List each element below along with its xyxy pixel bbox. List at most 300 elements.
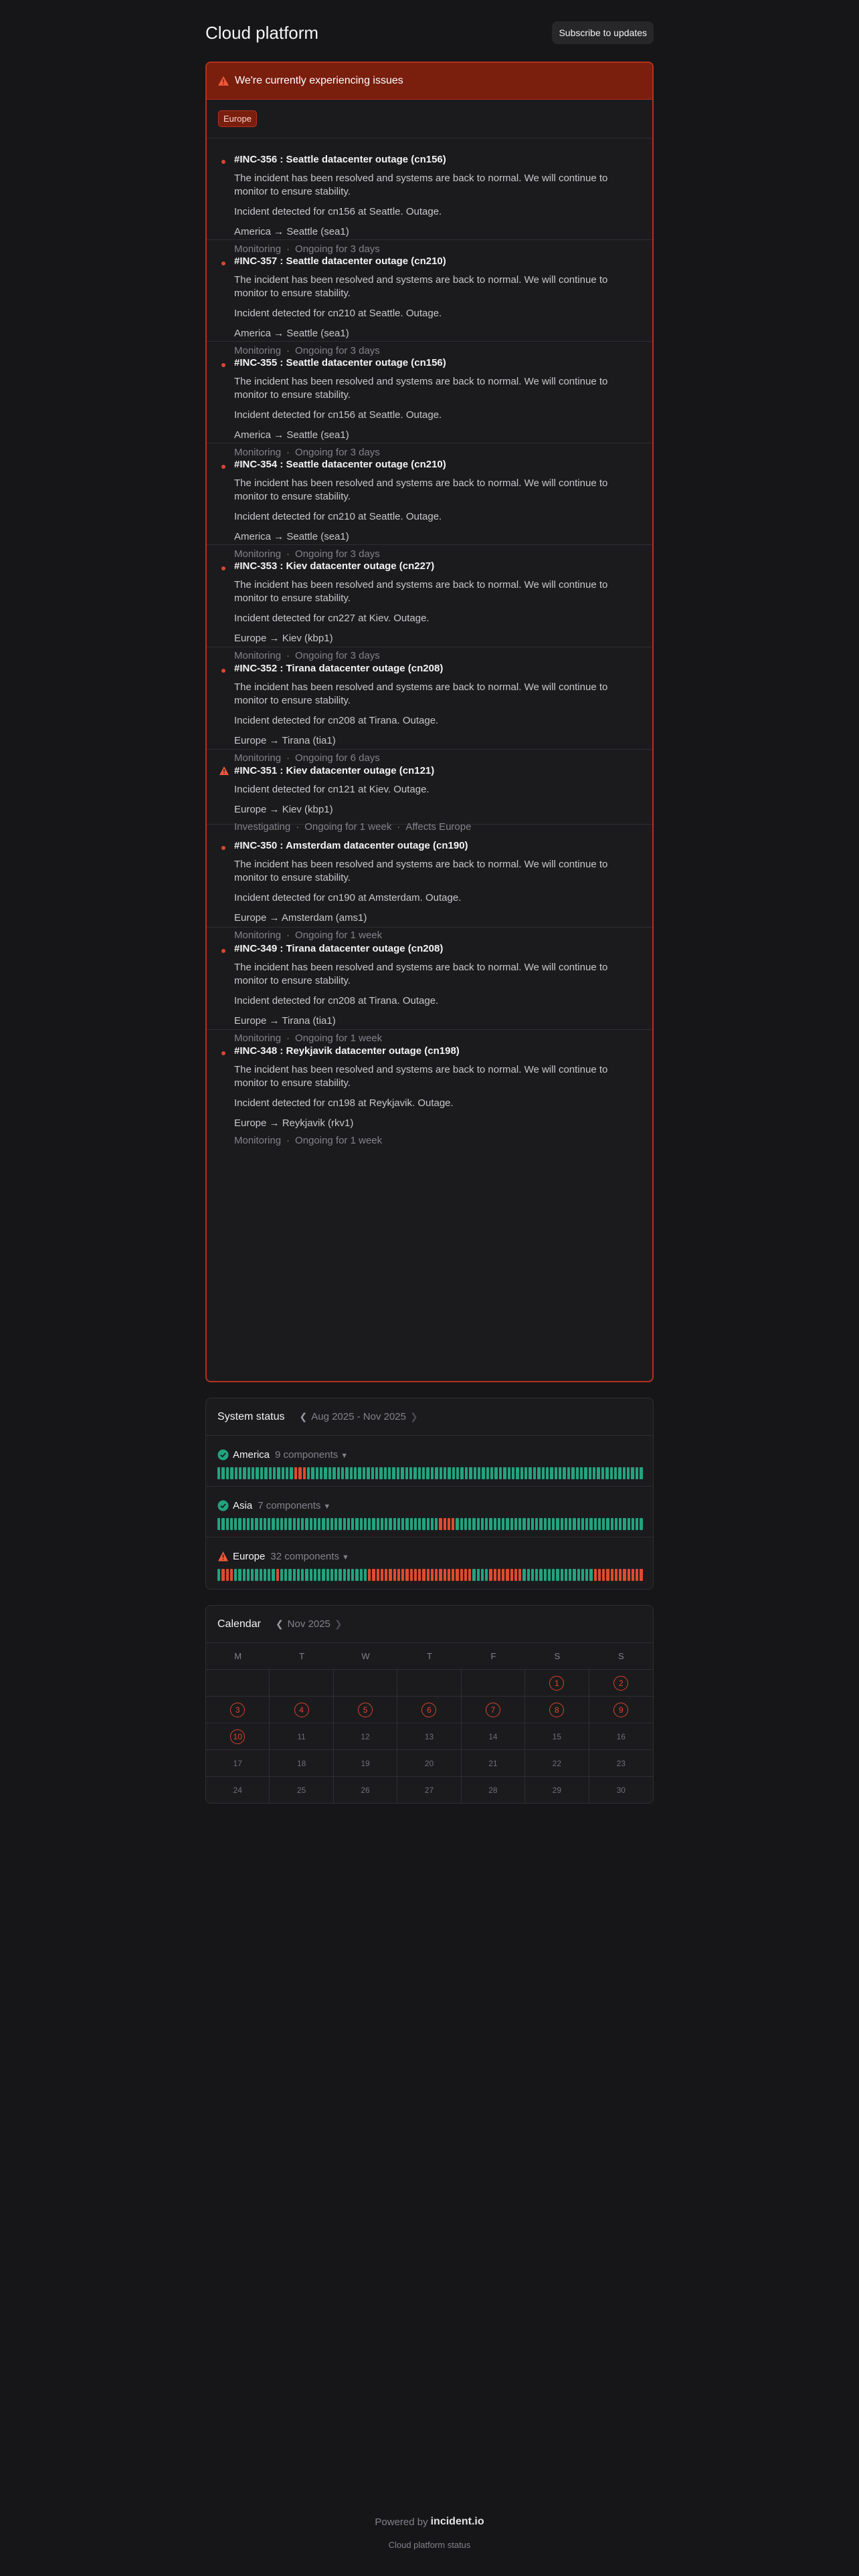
uptime-bar[interactable] [431,1569,434,1581]
uptime-bar[interactable] [585,1569,588,1581]
calendar-day[interactable]: 16 [589,1723,653,1750]
incident-item[interactable] [207,1030,652,1146]
incident-item[interactable] [207,240,652,356]
uptime-bar[interactable] [354,1467,357,1479]
uptime-bar[interactable] [468,1518,471,1530]
uptime-bar[interactable] [499,1467,502,1479]
uptime-bar[interactable] [539,1569,542,1581]
uptime-bar[interactable] [514,1569,517,1581]
uptime-bar[interactable] [247,1518,250,1530]
incident-title[interactable]: #INC-353 : Kiev datacenter outage (cn227) [234,560,435,572]
uptime-bar[interactable] [377,1518,379,1530]
chevron-right-icon[interactable]: ❯ [334,1618,343,1629]
uptime-bar[interactable] [444,1569,446,1581]
components-toggle[interactable] [275,1449,348,1461]
uptime-bar[interactable] [310,1518,312,1530]
uptime-bar[interactable] [324,1467,326,1479]
uptime-bar[interactable] [594,1518,597,1530]
calendar-day[interactable]: 19 [334,1750,397,1777]
uptime-bar[interactable] [481,1518,484,1530]
uptime-bar[interactable] [456,1518,458,1530]
uptime-bar[interactable] [286,1467,288,1479]
uptime-bar[interactable] [297,1518,300,1530]
uptime-bar[interactable] [522,1518,525,1530]
uptime-bar[interactable] [235,1467,237,1479]
uptime-bar[interactable] [597,1467,599,1479]
uptime-bar[interactable] [393,1518,396,1530]
calendar-day[interactable] [589,1697,653,1723]
uptime-bar[interactable] [427,1569,430,1581]
uptime-bar[interactable] [288,1518,291,1530]
uptime-bar[interactable] [628,1569,630,1581]
uptime-bar[interactable] [485,1569,488,1581]
uptime-bar[interactable] [243,1569,246,1581]
incident-title[interactable]: #INC-357 : Seattle datacenter outage (cn210) [234,255,446,267]
uptime-bar[interactable] [385,1518,387,1530]
uptime-bar[interactable] [264,1569,266,1581]
uptime-bar[interactable] [305,1518,308,1530]
uptime-bar[interactable] [422,1467,425,1479]
uptime-bar[interactable] [514,1518,517,1530]
uptime-bar[interactable] [269,1467,272,1479]
uptime-bar[interactable] [252,1467,254,1479]
uptime-bar[interactable] [221,1569,224,1581]
uptime-bar[interactable] [464,1569,467,1581]
uptime-bar[interactable] [606,1569,609,1581]
uptime-bar[interactable] [293,1569,296,1581]
calendar-day[interactable]: 23 [589,1750,653,1777]
uptime-bar[interactable] [548,1569,551,1581]
uptime-bar[interactable] [506,1569,508,1581]
uptime-bar[interactable] [448,1467,450,1479]
uptime-bar[interactable] [611,1518,613,1530]
uptime-bar[interactable] [477,1569,480,1581]
uptime-bar[interactable] [226,1467,229,1479]
uptime-bar[interactable] [460,1518,463,1530]
uptime-bar[interactable] [282,1467,284,1479]
uptime-bar[interactable] [542,1467,545,1479]
uptime-bar[interactable] [640,1569,642,1581]
uptime-bar[interactable] [527,1569,530,1581]
uptime-bar[interactable] [381,1569,383,1581]
uptime-bar[interactable] [343,1569,346,1581]
uptime-bar[interactable] [448,1569,450,1581]
uptime-bar[interactable] [248,1467,250,1479]
uptime-bar[interactable] [555,1467,557,1479]
uptime-bar[interactable] [627,1467,630,1479]
uptime-bar[interactable] [217,1518,220,1530]
uptime-bar[interactable] [372,1569,375,1581]
uptime-bar[interactable] [531,1518,534,1530]
uptime-bar[interactable] [238,1569,241,1581]
uptime-bar[interactable] [318,1569,320,1581]
uptime-bar[interactable] [623,1518,626,1530]
region-header[interactable] [217,1551,349,1562]
uptime-bar[interactable] [351,1569,354,1581]
calendar-day[interactable]: 24 [206,1777,270,1804]
uptime-bar[interactable] [217,1569,220,1581]
uptime-bar[interactable] [297,1569,300,1581]
incident-day-marker[interactable]: 1 [549,1676,564,1691]
uptime-bar[interactable] [490,1467,493,1479]
incident-title[interactable]: #INC-349 : Tirana datacenter outage (cn208) [234,943,444,954]
uptime-bar[interactable] [377,1569,379,1581]
uptime-bar[interactable] [482,1467,484,1479]
incident-day-marker[interactable]: 10 [230,1729,245,1744]
uptime-bar[interactable] [335,1569,337,1581]
uptime-bar[interactable] [341,1467,344,1479]
calendar-day[interactable]: 28 [462,1777,525,1804]
uptime-bar[interactable] [389,1569,391,1581]
uptime-bar[interactable] [615,1518,617,1530]
uptime-bar[interactable] [618,1467,621,1479]
incident-item[interactable] [207,138,652,255]
uptime-bar[interactable] [251,1569,254,1581]
uptime-bar[interactable] [322,1569,324,1581]
uptime-bar[interactable] [593,1467,595,1479]
uptime-bar[interactable] [330,1518,333,1530]
uptime-bar[interactable] [452,1569,454,1581]
uptime-bar[interactable] [472,1569,475,1581]
uptime-bar[interactable] [217,1467,220,1479]
uptime-bar[interactable] [230,1518,233,1530]
uptime-bar[interactable] [314,1569,316,1581]
uptime-bar[interactable] [355,1569,358,1581]
uptime-bar[interactable] [305,1569,308,1581]
uptime-bar[interactable] [379,1467,382,1479]
chevron-left-icon[interactable]: ❮ [275,1618,284,1629]
uptime-bar[interactable] [486,1467,489,1479]
uptime-bar[interactable] [364,1569,367,1581]
uptime-bar[interactable] [368,1518,371,1530]
uptime-bar[interactable] [576,1467,579,1479]
uptime-bar[interactable] [485,1518,488,1530]
calendar-day[interactable]: 12 [334,1723,397,1750]
uptime-bar[interactable] [614,1467,617,1479]
uptime-bar[interactable] [318,1518,320,1530]
uptime-bar[interactable] [392,1467,395,1479]
region-chip-europe[interactable]: Europe [218,110,257,127]
uptime-bar[interactable] [489,1569,492,1581]
uptime-bar[interactable] [409,1467,412,1479]
uptime-bar[interactable] [343,1518,346,1530]
uptime-bar[interactable] [632,1518,634,1530]
uptime-bar[interactable] [255,1569,258,1581]
uptime-bar[interactable] [410,1569,413,1581]
subscribe-button[interactable]: Subscribe to updates [552,21,654,44]
uptime-bar[interactable] [503,1467,506,1479]
incident-title[interactable]: #INC-348 : Reykjavik datacenter outage (cn198) [234,1045,460,1057]
region-header[interactable] [217,1449,348,1461]
uptime-bar[interactable] [276,1569,279,1581]
uptime-bar[interactable] [569,1518,571,1530]
incident-day-marker[interactable]: 9 [613,1703,628,1717]
uptime-bar[interactable] [565,1569,567,1581]
uptime-bar[interactable] [510,1518,513,1530]
incident-day-marker[interactable]: 4 [294,1703,309,1717]
incident-item[interactable] [207,750,652,833]
uptime-bar[interactable] [234,1569,237,1581]
uptime-bar[interactable] [464,1518,467,1530]
uptime-bar[interactable] [452,1518,454,1530]
calendar-day[interactable]: 29 [525,1777,589,1804]
uptime-bar[interactable] [520,1467,523,1479]
incident-item[interactable] [207,825,652,941]
uptime-bar[interactable] [510,1569,513,1581]
uptime-bar[interactable] [448,1518,450,1530]
chevron-right-icon[interactable]: ❯ [410,1411,418,1422]
uptime-bar[interactable] [401,1467,403,1479]
uptime-bar[interactable] [474,1467,476,1479]
calendar-day[interactable]: 20 [397,1750,461,1777]
uptime-bar[interactable] [272,1518,274,1530]
uptime-bar[interactable] [251,1518,254,1530]
uptime-bar[interactable] [502,1569,504,1581]
uptime-bar[interactable] [632,1569,634,1581]
uptime-bar[interactable] [498,1569,500,1581]
calendar-day[interactable]: 14 [462,1723,525,1750]
uptime-bar[interactable] [314,1518,316,1530]
uptime-bar[interactable] [584,1467,587,1479]
uptime-bar[interactable] [631,1467,634,1479]
incident-title[interactable]: #INC-351 : Kiev datacenter outage (cn121) [234,765,435,776]
uptime-bar[interactable] [556,1569,559,1581]
uptime-bar[interactable] [418,1569,421,1581]
uptime-bar[interactable] [477,1518,480,1530]
uptime-bar[interactable] [288,1569,291,1581]
uptime-bar[interactable] [601,1467,604,1479]
uptime-bar[interactable] [619,1569,622,1581]
uptime-bar[interactable] [431,1518,434,1530]
uptime-bar[interactable] [414,1518,417,1530]
uptime-bar[interactable] [623,1569,626,1581]
incident-title[interactable]: #INC-356 : Seattle datacenter outage (cn156) [234,154,446,165]
uptime-bar[interactable] [478,1467,480,1479]
uptime-bar[interactable] [569,1569,571,1581]
uptime-bar[interactable] [284,1518,287,1530]
uptime-bar[interactable] [636,1569,638,1581]
uptime-bar[interactable] [260,1467,263,1479]
calendar-day[interactable] [462,1697,525,1723]
uptime-bar[interactable] [358,1467,361,1479]
uptime-bar[interactable] [577,1569,580,1581]
uptime-bar[interactable] [460,1467,463,1479]
components-toggle[interactable] [258,1500,330,1511]
uptime-bar[interactable] [444,1518,446,1530]
uptime-bar[interactable] [469,1467,472,1479]
uptime-bar[interactable] [347,1569,350,1581]
uptime-bar[interactable] [272,1569,274,1581]
uptime-bar[interactable] [537,1467,540,1479]
uptime-bar[interactable] [619,1518,622,1530]
uptime-bar[interactable] [508,1467,510,1479]
uptime-bar[interactable] [573,1569,575,1581]
uptime-bar[interactable] [351,1518,354,1530]
uptime-bar[interactable] [468,1569,471,1581]
uptime-bar[interactable] [303,1467,306,1479]
uptime-bar[interactable] [260,1518,262,1530]
uptime-bar[interactable] [456,1467,459,1479]
chevron-left-icon[interactable]: ❮ [299,1411,308,1422]
uptime-bar[interactable] [260,1569,262,1581]
uptime-bar[interactable] [498,1518,500,1530]
uptime-bar[interactable] [268,1569,270,1581]
uptime-bar[interactable] [440,1467,442,1479]
uptime-bar[interactable] [502,1518,504,1530]
uptime-bar[interactable] [322,1518,324,1530]
uptime-bar[interactable] [524,1467,527,1479]
uptime-bar[interactable] [337,1467,340,1479]
uptime-bar[interactable] [375,1467,378,1479]
uptime-bar[interactable] [273,1467,276,1479]
incident-item[interactable] [207,443,652,560]
uptime-bar[interactable] [531,1569,534,1581]
uptime-bar[interactable] [364,1518,367,1530]
uptime-bar[interactable] [571,1467,574,1479]
uptime-bar[interactable] [589,1518,592,1530]
uptime-bar[interactable] [602,1518,605,1530]
uptime-bar[interactable] [598,1518,601,1530]
uptime-bar[interactable] [563,1467,565,1479]
uptime-bar[interactable] [636,1467,638,1479]
uptime-bar[interactable] [330,1569,333,1581]
uptime-bar[interactable] [506,1518,508,1530]
uptime-bar[interactable] [239,1467,242,1479]
uptime-bar[interactable] [435,1467,438,1479]
uptime-bar[interactable] [230,1569,233,1581]
uptime-bar[interactable] [427,1518,430,1530]
powered-by[interactable] [375,2516,484,2528]
uptime-bar[interactable] [548,1518,551,1530]
components-toggle[interactable] [270,1551,349,1562]
uptime-bar[interactable] [280,1518,283,1530]
uptime-bar[interactable] [585,1518,588,1530]
uptime-bar[interactable] [238,1518,241,1530]
uptime-bar[interactable] [435,1518,438,1530]
uptime-bar[interactable] [368,1569,371,1581]
uptime-bar[interactable] [460,1569,463,1581]
uptime-bar[interactable] [512,1467,514,1479]
uptime-bar[interactable] [539,1518,542,1530]
uptime-bar[interactable] [276,1518,279,1530]
incident-day-marker[interactable]: 5 [358,1703,373,1717]
calendar-day[interactable]: 26 [334,1777,397,1804]
uptime-bar[interactable] [397,1467,399,1479]
calendar-day[interactable] [525,1697,589,1723]
uptime-bar[interactable] [316,1467,318,1479]
uptime-bar[interactable] [389,1518,391,1530]
uptime-bar[interactable] [589,1467,591,1479]
uptime-bar[interactable] [494,1569,496,1581]
uptime-bar[interactable] [605,1467,608,1479]
uptime-bar[interactable] [465,1467,468,1479]
uptime-bar[interactable] [405,1518,408,1530]
uptime-bar[interactable] [385,1569,387,1581]
calendar-day[interactable]: 22 [525,1750,589,1777]
uptime-bar[interactable] [567,1467,570,1479]
calendar-day[interactable]: 18 [270,1750,333,1777]
calendar-day[interactable] [589,1670,653,1697]
uptime-bar[interactable] [311,1467,314,1479]
uptime-bar[interactable] [332,1467,335,1479]
uptime-bar[interactable] [418,1467,421,1479]
uptime-bar[interactable] [405,1467,408,1479]
uptime-bar[interactable] [414,1569,417,1581]
calendar-day[interactable]: 21 [462,1750,525,1777]
uptime-bar[interactable] [527,1518,530,1530]
uptime-bar[interactable] [401,1569,404,1581]
uptime-bar[interactable] [301,1569,304,1581]
uptime-bar[interactable] [602,1569,605,1581]
uptime-bar[interactable] [401,1518,404,1530]
uptime-bar[interactable] [518,1518,521,1530]
calendar-day[interactable] [397,1697,461,1723]
uptime-bar[interactable] [243,1467,246,1479]
uptime-bar[interactable] [230,1467,233,1479]
incident-day-marker[interactable]: 8 [549,1703,564,1717]
uptime-bar[interactable] [561,1569,563,1581]
uptime-bar[interactable] [301,1518,304,1530]
incident-title[interactable]: #INC-352 : Tirana datacenter outage (cn208) [234,663,444,674]
region-header[interactable] [217,1500,330,1511]
uptime-bar[interactable] [573,1518,575,1530]
uptime-bar[interactable] [326,1518,329,1530]
uptime-bar[interactable] [328,1467,331,1479]
uptime-bar[interactable] [577,1518,580,1530]
uptime-bar[interactable] [418,1518,421,1530]
incident-item[interactable] [207,928,652,1044]
uptime-bar[interactable] [226,1569,229,1581]
uptime-bar[interactable] [535,1569,538,1581]
incident-item[interactable] [207,545,652,661]
uptime-bar[interactable] [623,1467,626,1479]
uptime-bar[interactable] [367,1467,369,1479]
calendar-day[interactable]: 11 [270,1723,333,1750]
uptime-bar[interactable] [452,1467,455,1479]
uptime-bar[interactable] [426,1467,429,1479]
uptime-bar[interactable] [293,1518,296,1530]
uptime-bar[interactable] [397,1518,400,1530]
calendar-day[interactable]: 13 [397,1723,461,1750]
calendar-day[interactable] [206,1697,270,1723]
uptime-bar[interactable] [360,1569,363,1581]
uptime-bar[interactable] [393,1569,396,1581]
uptime-bar[interactable] [636,1518,638,1530]
incident-day-marker[interactable]: 6 [421,1703,436,1717]
calendar-day[interactable] [334,1697,397,1723]
uptime-bar[interactable] [347,1518,350,1530]
uptime-bar[interactable] [221,1467,224,1479]
incident-item[interactable] [207,342,652,458]
uptime-bar[interactable] [326,1569,329,1581]
uptime-bar[interactable] [606,1518,609,1530]
uptime-bar[interactable] [544,1569,547,1581]
uptime-bar[interactable] [277,1467,280,1479]
uptime-bar[interactable] [489,1518,492,1530]
uptime-bar[interactable] [610,1467,613,1479]
uptime-bar[interactable] [255,1518,258,1530]
uptime-bar[interactable] [529,1467,531,1479]
uptime-bar[interactable] [413,1467,416,1479]
calendar-day[interactable] [525,1670,589,1697]
uptime-bar[interactable] [456,1569,458,1581]
uptime-bar[interactable] [439,1518,442,1530]
uptime-bar[interactable] [581,1569,584,1581]
uptime-bar[interactable] [598,1569,601,1581]
uptime-bar[interactable] [363,1467,365,1479]
uptime-bar[interactable] [307,1467,310,1479]
uptime-bar[interactable] [516,1467,518,1479]
